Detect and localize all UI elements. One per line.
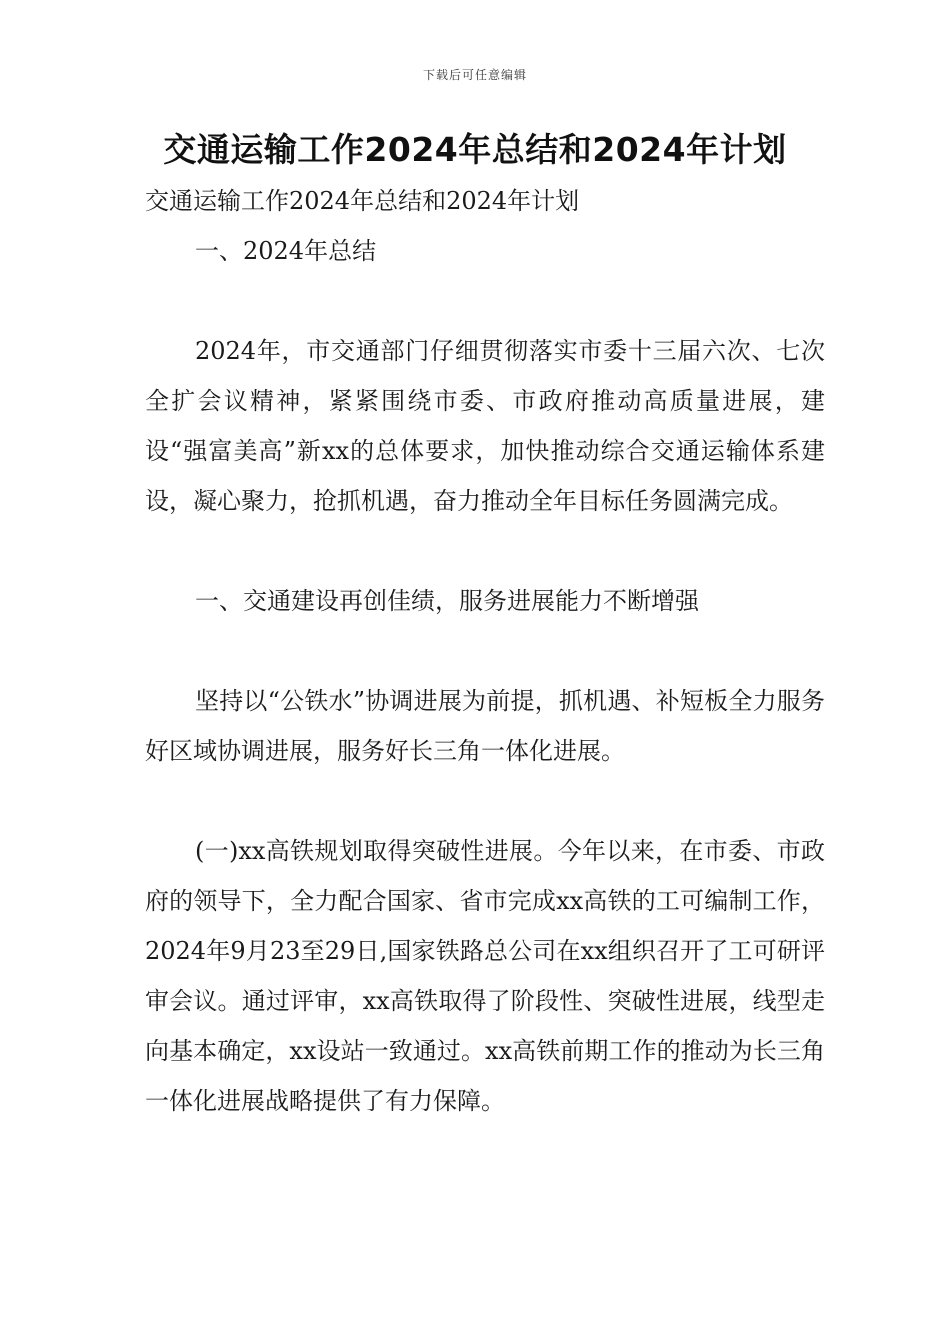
section-heading: 一、2024年总结 xyxy=(195,237,377,265)
paragraph-railway: (一)xx高铁规划取得突破性进展。今年以来，在市委、市政府的领导下，全力配合国家、省市完成xx高铁的工可编制工作，2024年9月23至29日,国家铁路总公司在xx组织召开了工可研评审会议。通过评审，xx高铁取得了阶段性、突破性进展，线型走向基本确定，xx设站一致通过。xx高铁前期工作的推动为长三角一体化进展战略提供了有力保障。 xyxy=(145,837,825,1115)
paragraph-heading-1: 一、交通建设再创佳绩，服务进展能力不断增强 xyxy=(195,587,699,615)
paragraph-strategy: 坚持以“公铁水”协调进展为前提，抓机遇、补短板全力服务好区域协调进展，服务好长三角一体化进展。 xyxy=(145,687,825,765)
header-note: 下载后可任意编辑 xyxy=(422,68,527,82)
paragraph-intro: 2024年，市交通部门仔细贯彻落实市委十三届六次、七次全扩会议精神，紧紧围绕市委、市政府推动高质量进展，建设“强富美高”新xx的总体要求，加快推动综合交通运输体系建设，凝心聚力，抢抓机遇，奋力推动全年目标任务圆满完成。 xyxy=(145,337,825,515)
document-title: 交通运输工作2024年总结和2024年计划 xyxy=(163,130,787,169)
document-body xyxy=(145,176,825,1126)
document-subtitle: 交通运输工作2024年总结和2024年计划 xyxy=(145,187,580,215)
